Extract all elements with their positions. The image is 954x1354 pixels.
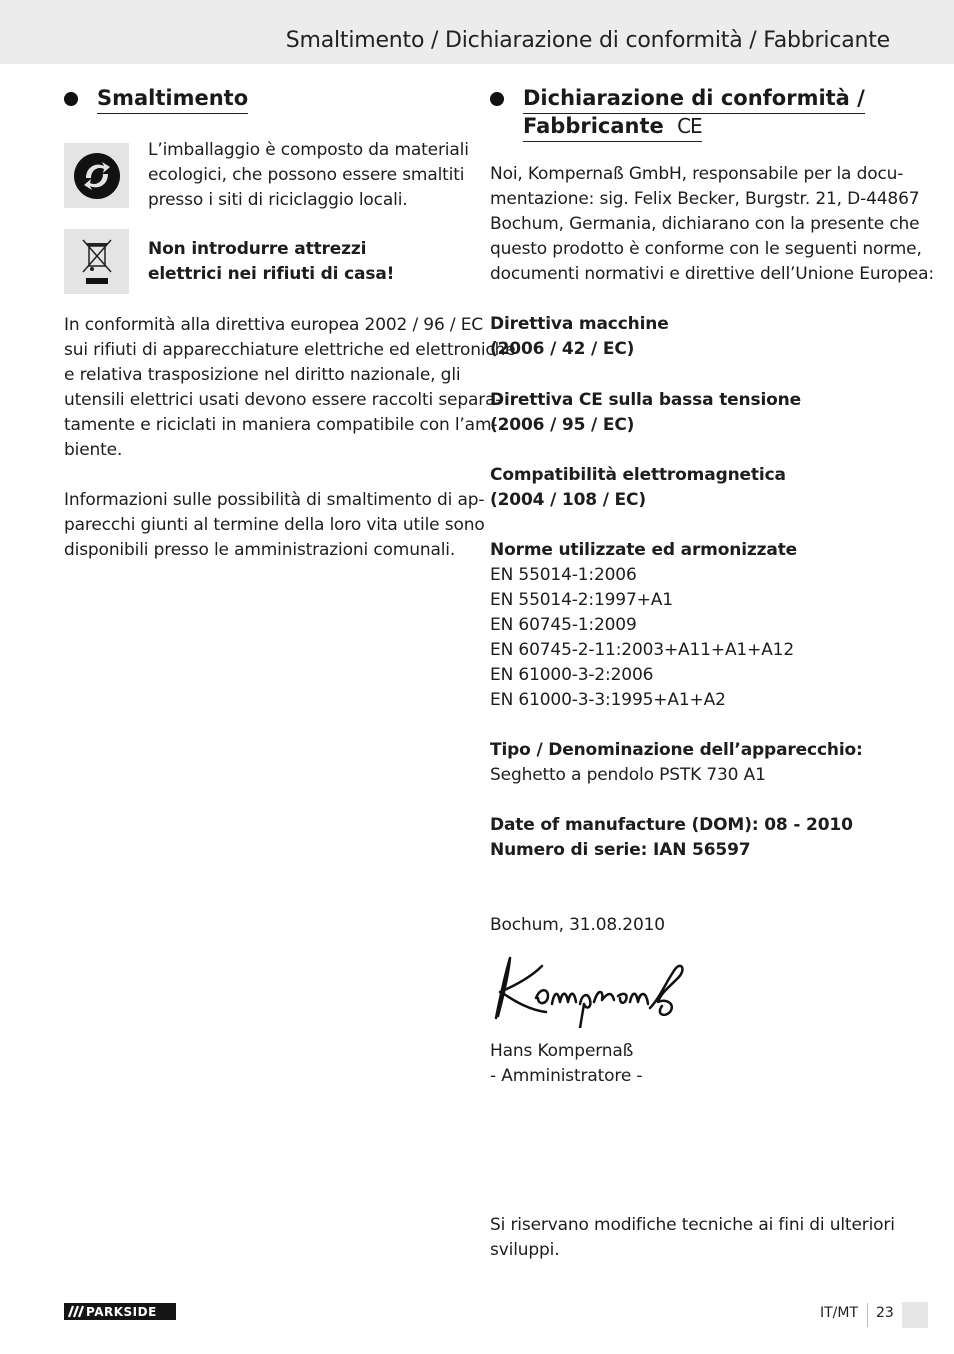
wheelie-bin-crossed-icon (64, 229, 129, 294)
recycle-icon (64, 143, 129, 208)
directive-low-voltage: Direttiva CE sulla bassa tensione (2006 / 95 / EC) (490, 390, 802, 435)
page-number: 23 (876, 1305, 894, 1321)
bullet-icon (490, 92, 504, 106)
warning-text: Non introdurre attrezzi elettrici nei rifiuti di casa! (148, 239, 395, 284)
section-heading-smaltimento: Smaltimento (64, 86, 248, 114)
footer-divider (867, 1303, 868, 1327)
conformity-intro: Noi, Kompernaß GmbH, responsabile per la docu- mentazione: sig. Felix Becker, Burgstr. 21, D-44867 Bochum, Germania, dichiarano con la presente che questo prodotto è conforme con le seguenti norme, documenti normativi e direttive dell’Unione Europea: (490, 164, 934, 284)
directive-emc: Compatibilità elettromagnetica (2004 / 108 / EC) (490, 465, 786, 510)
ce-mark-icon: CE (677, 114, 702, 138)
paragraph-disposal-info: Informazioni sulle possibilità di smaltimento di ap- parecchi giunti al termine della loro vita utile sono disponibili presso le amministrazioni comunali. (64, 490, 485, 560)
norms-list: Norme utilizzate ed armonizzate EN 55014-1:2006 EN 55014-2:1997+A1 EN 60745-1:2009 EN 60745-2-11:2003+A11+A1+A12 EN 61000-3-2:2006 EN 61000-3-3:1995+A1+A2 (490, 540, 798, 710)
section-heading-conformity: Dichiarazione di conformità / Fabbricante CE (490, 86, 865, 142)
device-type: Tipo / Denominazione dell’apparecchio: Seghetto a pendolo PSTK 730 A1 (490, 740, 863, 785)
signature (490, 948, 690, 1028)
header-band (0, 0, 954, 64)
stripes-icon (64, 1303, 86, 1320)
paragraph-directive: In conformità alla direttiva europea 2002 / 96 / EC sui rifiuti di apparecchiature elettriche ed elettroniche e relativa trasposizione nel diritto nazionale, gli utensili elettrici usati devono essere raccolti separa- tamente e riciclati in maniera compatibile con l’am- biente. (64, 315, 516, 460)
page-title: Smaltimento / Dichiarazione di conformità / Fabbricante (285, 28, 890, 53)
recycle-text: L’imballaggio è composto da materiali ecologici, che possono essere smaltiti presso i siti di riciclaggio locali. (148, 140, 469, 210)
page-tab (902, 1302, 928, 1328)
directive-machines: Direttiva macchine (2006 / 42 / EC) (490, 314, 669, 359)
manufacture-info: Date of manufacture (DOM): 08 - 2010 Numero di serie: IAN 56597 (490, 815, 853, 860)
technical-changes-note: Si riservano modifiche tecniche ai fini di ulteriori sviluppi. (490, 1215, 895, 1260)
place-date: Bochum, 31.08.2010 (490, 915, 665, 935)
bullet-icon (64, 92, 78, 106)
signer: Hans Kompernaß - Amministratore - (490, 1041, 643, 1086)
footer-language: IT/MT (820, 1305, 859, 1321)
parkside-logo: PARKSIDE (64, 1303, 176, 1320)
